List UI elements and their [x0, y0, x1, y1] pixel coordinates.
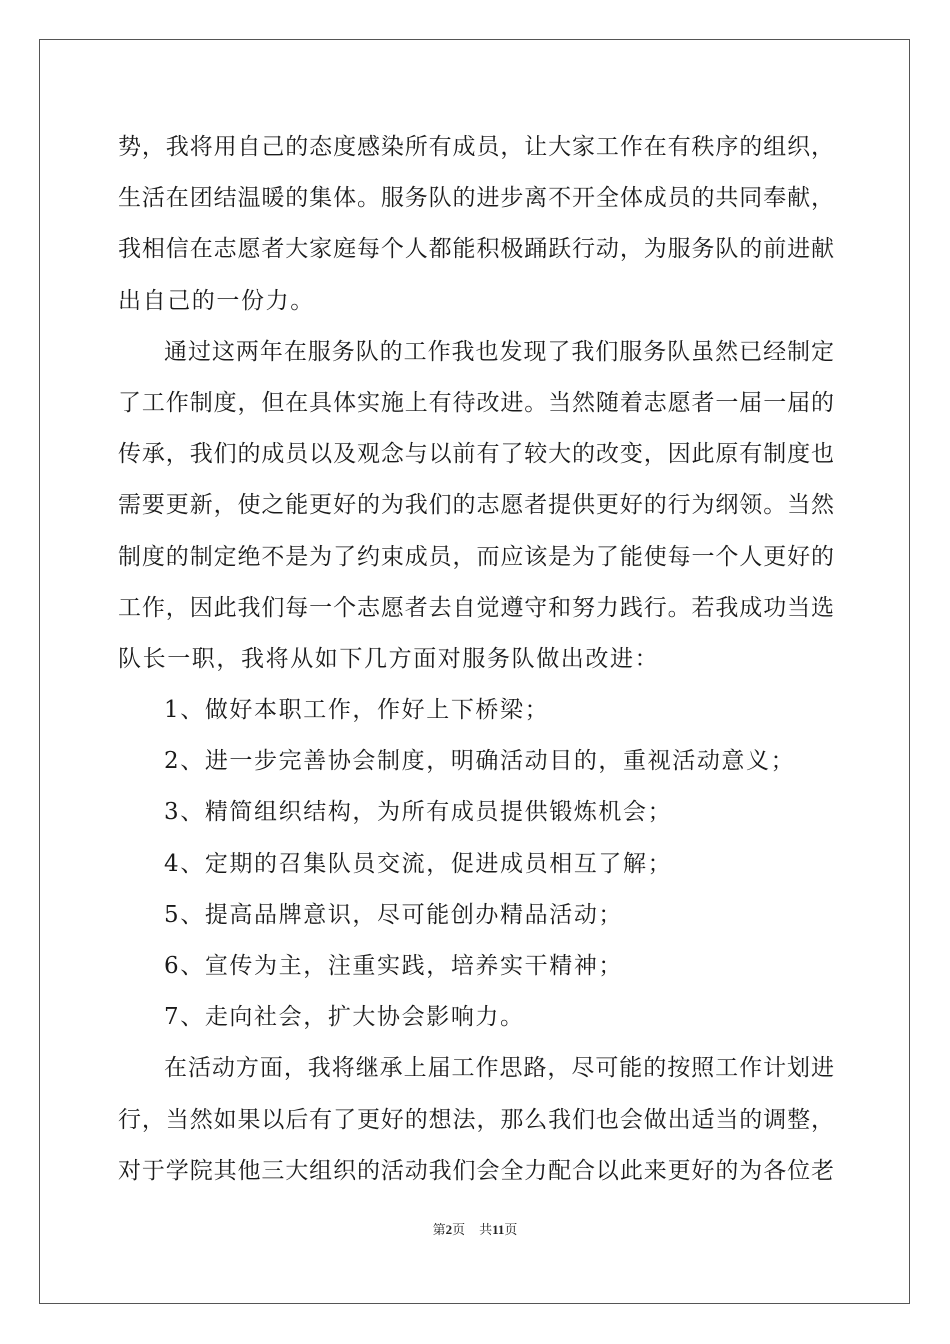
text-line: 队长一职，我将从如下几方面对服务队做出改进：: [118, 645, 660, 672]
list-item: 4、定期的召集队员交流，促进成员相互了解；: [164, 850, 673, 877]
total-prefix: 共: [479, 1222, 493, 1237]
text-line: 需要更新，使之能更好的为我们的志愿者提供更好的行为纲领。当然: [118, 492, 834, 519]
text-line: 传承，我们的成员以及观念与以前有了较大的改变，因此原有制度也: [118, 441, 834, 468]
total-suffix: 页: [504, 1222, 518, 1237]
paragraph: [118, 1043, 834, 1197]
text-line: 通过这两年在服务队的工作我也发现了我们服务队虽然已经制定: [164, 338, 834, 365]
page-suffix: 页: [452, 1222, 466, 1237]
text-line: 制度的制定绝不是为了约束成员，而应该是为了能使每一个人更好的: [118, 543, 834, 570]
list-item: 1、做好本职工作，作好上下桥梁；: [164, 697, 550, 724]
text-line: 我相信在志愿者大家庭每个人都能积极踊跃行动，为服务队的前进献: [118, 236, 834, 263]
document-body: [118, 122, 834, 1197]
text-line: 生活在团结温暖的集体。服务队的进步离不开全体成员的共同奉献，: [118, 185, 834, 212]
text-line: 势，我将用自己的态度感染所有成员，让大家工作在有秩序的组织，: [118, 134, 834, 160]
text-line: 了工作制度，但在具体实施上有待改进。当然随着志愿者一届一届的: [118, 389, 834, 416]
page-footer: [0, 1219, 950, 1238]
paragraph: [118, 122, 834, 327]
list-item: 7、走向社会，扩大协会影响力。: [164, 1004, 525, 1031]
text-line: 对于学院其他三大组织的活动我们会全力配合以此来更好的为各位老: [118, 1157, 834, 1184]
text-line: 在活动方面，我将继承上届工作思路，尽可能的按照工作计划进: [164, 1055, 834, 1082]
total-pages: 11: [492, 1222, 505, 1237]
list-item: 3、精简组织结构，为所有成员提供锻炼机会；: [164, 799, 673, 826]
text-line: 行，当然如果以后有了更好的想法，那么我们也会做出适当的调整，: [118, 1106, 834, 1133]
text-line: 出自己的一份力。: [118, 287, 315, 314]
paragraph: [118, 327, 834, 685]
page-number: 2: [445, 1222, 453, 1237]
list-item: 2、进一步完善协会制度，明确活动目的，重视活动意义；: [164, 748, 796, 775]
text-line: 工作，因此我们每一个志愿者去自觉遵守和努力践行。若我成功当选: [118, 594, 834, 621]
numbered-list: [118, 685, 834, 1043]
list-item: 5、提高品牌意识，尽可能创办精品活动；: [164, 901, 624, 928]
list-item: 6、宣传为主，注重实践，培养实干精神；: [164, 953, 624, 979]
page-prefix: 第: [432, 1222, 446, 1237]
